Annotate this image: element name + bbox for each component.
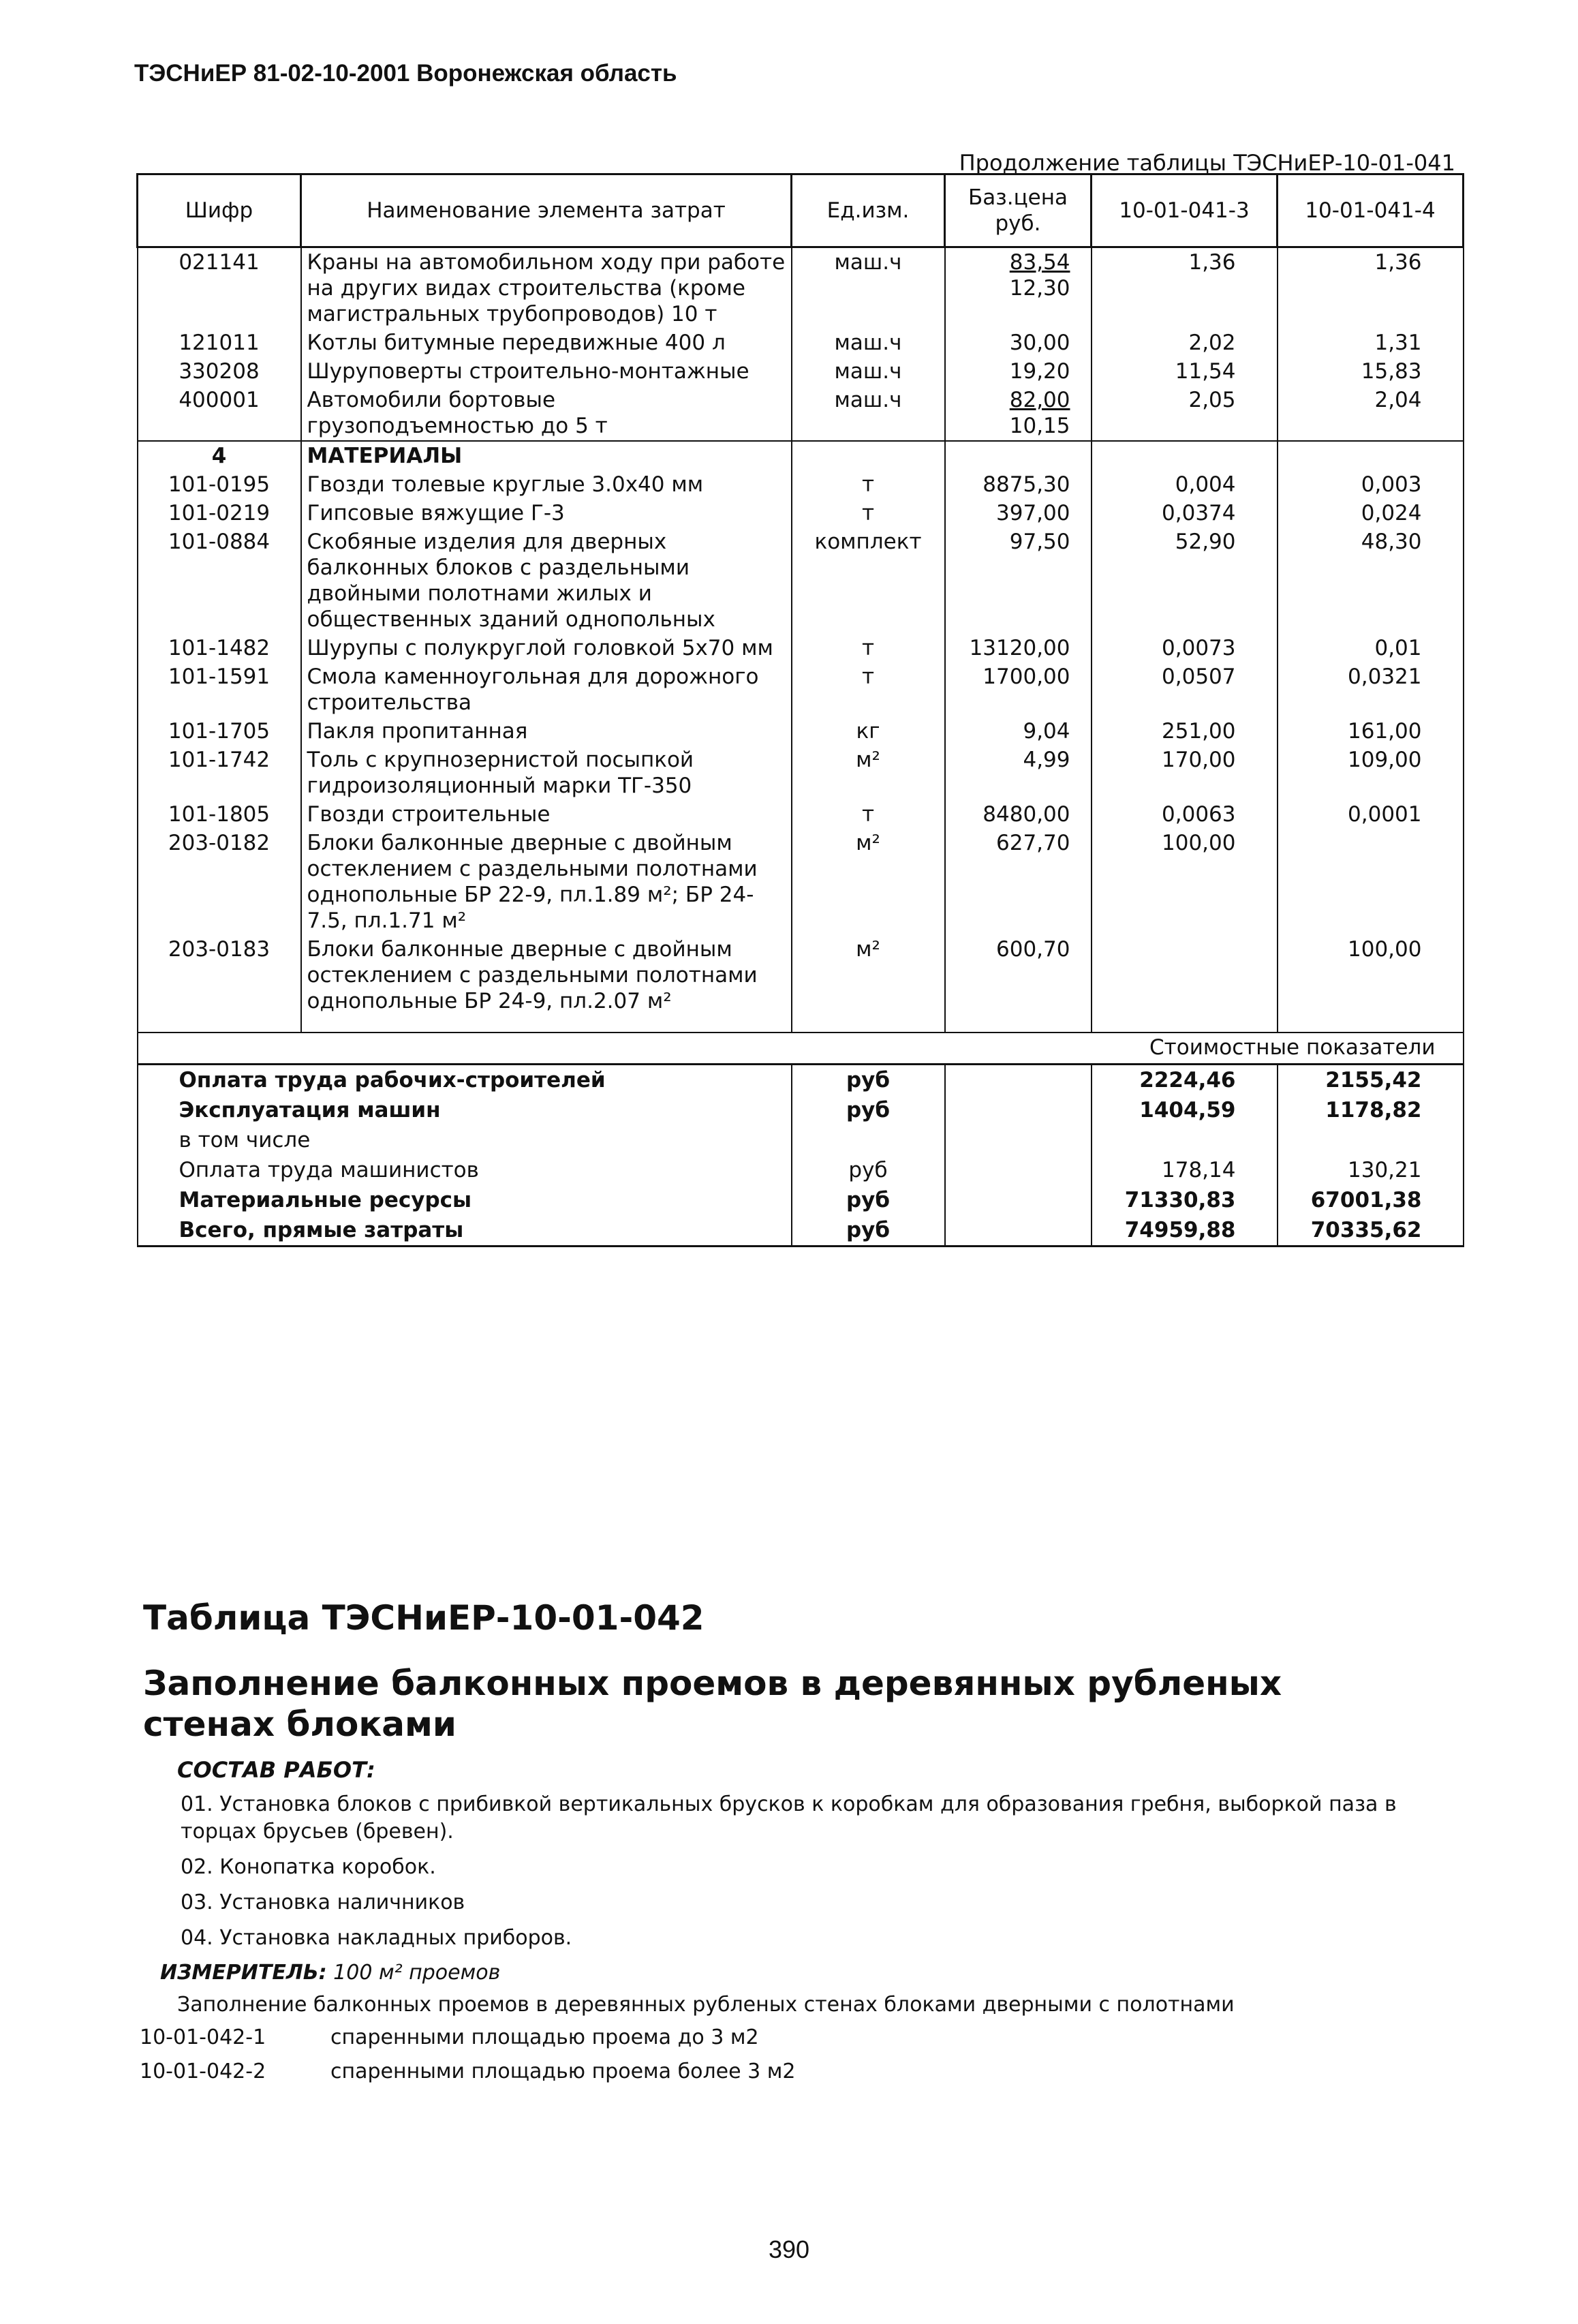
col-header-name: Наименование элемента затрат xyxy=(301,174,792,247)
cell-name: Толь с крупнозернистой посыпкой гидроизоляционный марки ТГ-350 xyxy=(301,746,792,800)
table-row xyxy=(138,829,1464,935)
meter-line xyxy=(160,1961,500,1985)
summary-row xyxy=(138,1125,1464,1155)
meter-value: 100 м² проемов xyxy=(333,1961,501,1985)
empty-cell xyxy=(945,1155,1092,1185)
summary-label: Оплата труда машинистов xyxy=(138,1155,792,1185)
summary-label: Оплата труда рабочих-строителей xyxy=(138,1065,792,1096)
variant-item xyxy=(140,2025,759,2049)
cell-unit: маш.ч xyxy=(792,247,945,329)
table-row xyxy=(138,386,1464,441)
composition-label: СОСТАВ РАБОТ: xyxy=(177,1757,375,1783)
cell-price xyxy=(945,357,1092,386)
cell-variant-4: 48,30 xyxy=(1278,528,1464,634)
summary-label: в том числе xyxy=(138,1125,792,1155)
cell-unit: м² xyxy=(792,746,945,800)
cell-price: 627,70 xyxy=(945,829,1092,935)
cell-variant-3: 2,02 xyxy=(1092,328,1278,357)
work-step: 03. Установка наличников xyxy=(181,1891,465,1914)
cell-unit: м² xyxy=(792,829,945,935)
page-number: 390 xyxy=(768,2235,810,2263)
cell-variant-4: 161,00 xyxy=(1278,717,1464,746)
cell-variant-4 xyxy=(1278,829,1464,935)
col-header-unit: Ед.изм. xyxy=(792,174,945,247)
cell-unit: кг xyxy=(792,717,945,746)
summary-variant-3: 1404,59 xyxy=(1092,1095,1278,1125)
cell-unit: маш.ч xyxy=(792,328,945,357)
work-steps-list xyxy=(181,1791,1461,1960)
table-row xyxy=(138,717,1464,746)
variant-item xyxy=(140,2060,795,2083)
table-row xyxy=(138,662,1464,717)
cell-name: Гипсовые вяжущие Г-3 xyxy=(301,499,792,528)
table-row xyxy=(138,528,1464,634)
cell-code: 101-1742 xyxy=(138,746,301,800)
cell-name: Гвозди строительные xyxy=(301,800,792,829)
cell-unit: т xyxy=(792,499,945,528)
cell-variant-4: 15,83 xyxy=(1278,357,1464,386)
cell-code: 101-0219 xyxy=(138,499,301,528)
cell-name: Краны на автомобильном ходу при работе на других видах строительства (кроме магистральных трубопроводов) 10 т xyxy=(301,247,792,329)
cell-variant-3: 0,0063 xyxy=(1092,800,1278,829)
cell-variant-3: 52,90 xyxy=(1092,528,1278,634)
cell-variant-4: 1,31 xyxy=(1278,328,1464,357)
summary-unit: руб xyxy=(792,1065,945,1096)
materials-body xyxy=(138,441,1464,1033)
cell-price: 9,04 xyxy=(945,717,1092,746)
cell-price xyxy=(945,386,1092,441)
summary-variant-3: 178,14 xyxy=(1092,1155,1278,1185)
cell-price xyxy=(945,247,1092,329)
empty-cell xyxy=(945,1065,1092,1096)
cell-code: 203-0183 xyxy=(138,935,301,1015)
cell-name: Автомобили бортовые грузоподъемностью до 5 т xyxy=(301,386,792,441)
variant-text: спаренными площадью проема до 3 м2 xyxy=(330,2025,759,2049)
summary-variant-4: 70335,62 xyxy=(1278,1215,1464,1247)
empty-cell xyxy=(792,1015,945,1033)
cell-unit: т xyxy=(792,800,945,829)
cell-code: 400001 xyxy=(138,386,301,441)
price-value: 30,00 xyxy=(1009,331,1070,355)
col-header-variant-3: 10-01-041-3 xyxy=(1092,174,1278,247)
summary-label: Всего, прямые затраты xyxy=(138,1215,792,1247)
cell-name: Блоки балконные дверные с двойным остеклением с раздельными полотнами однопольные БР 24-9, пл.2.07 м² xyxy=(301,935,792,1015)
empty-cell xyxy=(945,1015,1092,1033)
cell-variant-3: 251,00 xyxy=(1092,717,1278,746)
cell-code: 101-1805 xyxy=(138,800,301,829)
table-row xyxy=(138,357,1464,386)
cell-variant-4: 0,0321 xyxy=(1278,662,1464,717)
cell-price: 8875,30 xyxy=(945,470,1092,499)
document-header: ТЭСНиЕР 81-02-10-2001 Воронежская область xyxy=(134,60,677,87)
summary-row xyxy=(138,1095,1464,1125)
table-row xyxy=(138,935,1464,1015)
empty-cell xyxy=(1278,441,1464,470)
cell-unit: м² xyxy=(792,935,945,1015)
cell-name: Гвозди толевые круглые 3.0x40 мм xyxy=(301,470,792,499)
fill-description: Заполнение балконных проемов в деревянных рубленых стенах блоками дверными с полотнами xyxy=(177,1993,1235,2017)
variant-code: 10-01-042-1 xyxy=(140,2025,266,2049)
cost-table xyxy=(136,173,1464,1247)
summary-variant-4: 67001,38 xyxy=(1278,1185,1464,1215)
cell-price: 97,50 xyxy=(945,528,1092,634)
cell-price: 13120,00 xyxy=(945,634,1092,662)
empty-cell xyxy=(1092,441,1278,470)
summary-row xyxy=(138,1155,1464,1185)
cell-variant-3 xyxy=(1092,935,1278,1015)
summary-unit: руб xyxy=(792,1215,945,1247)
summary-unit: руб xyxy=(792,1185,945,1215)
cell-variant-3: 0,0073 xyxy=(1092,634,1278,662)
cell-variant-4: 0,0001 xyxy=(1278,800,1464,829)
cell-unit: комплект xyxy=(792,528,945,634)
cell-name: Смола каменноугольная для дорожного строительства xyxy=(301,662,792,717)
empty-cell xyxy=(945,1125,1092,1155)
work-step: 04. Установка накладных приборов. xyxy=(181,1926,572,1950)
cell-code: 121011 xyxy=(138,328,301,357)
work-step: 01. Установка блоков с прибивкой вертикальных брусков к коробкам для образования гребня, выборкой паза в торцах брусьев (бревен). xyxy=(181,1792,1397,1844)
work-step: 02. Конопатка коробок. xyxy=(181,1855,436,1879)
summary-row xyxy=(138,1065,1464,1096)
cell-variant-4: 1,36 xyxy=(1278,247,1464,329)
variant-text: спаренными площадью проема более 3 м2 xyxy=(330,2060,796,2083)
table-row xyxy=(138,247,1464,329)
cell-price: 600,70 xyxy=(945,935,1092,1015)
col-header-variant-4: 10-01-041-4 xyxy=(1278,174,1464,247)
cell-name: Шурупы с полукруглой головкой 5x70 мм xyxy=(301,634,792,662)
table-continuation-caption: Продолжение таблицы ТЭСНиЕР-10-01-041 xyxy=(959,150,1455,176)
empty-cell xyxy=(138,1015,301,1033)
cell-variant-3: 170,00 xyxy=(1092,746,1278,800)
empty-cell xyxy=(301,1015,792,1033)
cost-table-container xyxy=(136,173,1462,1247)
cell-price: 8480,00 xyxy=(945,800,1092,829)
cell-variant-4: 0,01 xyxy=(1278,634,1464,662)
empty-cell xyxy=(792,441,945,470)
cell-variant-4: 100,00 xyxy=(1278,935,1464,1015)
cell-name: Пакля пропитанная xyxy=(301,717,792,746)
empty-cell xyxy=(945,441,1092,470)
summary-unit: руб xyxy=(792,1155,945,1185)
summary-variant-4: 2155,42 xyxy=(1278,1065,1464,1096)
cell-code: 101-1591 xyxy=(138,662,301,717)
cell-unit: т xyxy=(792,470,945,499)
summary-body xyxy=(138,1033,1464,1247)
summary-variant-3: 2224,46 xyxy=(1092,1065,1278,1096)
materials-section-row xyxy=(138,441,1464,470)
spacer-row xyxy=(138,1015,1464,1033)
cell-unit: т xyxy=(792,662,945,717)
table-row xyxy=(138,328,1464,357)
cell-variant-4: 109,00 xyxy=(1278,746,1464,800)
empty-cell xyxy=(1278,1015,1464,1033)
summary-variant-4: 1178,82 xyxy=(1278,1095,1464,1125)
summary-variant-3 xyxy=(1092,1125,1278,1155)
table-row xyxy=(138,634,1464,662)
cell-variant-4: 2,04 xyxy=(1278,386,1464,441)
machines-body xyxy=(138,247,1464,442)
table-row xyxy=(138,470,1464,499)
cell-code: 203-0182 xyxy=(138,829,301,935)
summary-variant-3: 71330,83 xyxy=(1092,1185,1278,1215)
cell-name: Блоки балконные дверные с двойным остеклением с раздельными полотнами однопольные БР 22-9, пл.1.89 м²; БР 24-7.5, пл.1.71 м² xyxy=(301,829,792,935)
cell-code: 021141 xyxy=(138,247,301,329)
cell-price: 4,99 xyxy=(945,746,1092,800)
cell-name: Скобяные изделия для дверных балконных блоков с раздельными двойными полотнами жилых и общественных зданий однопольных xyxy=(301,528,792,634)
cell-variant-4: 0,003 xyxy=(1278,470,1464,499)
empty-cell xyxy=(945,1095,1092,1125)
summary-unit: руб xyxy=(792,1095,945,1125)
table-title: Таблица ТЭСНиЕР-10-01-042 xyxy=(143,1598,705,1638)
summary-variant-4: 130,21 xyxy=(1278,1155,1464,1185)
empty-cell xyxy=(945,1185,1092,1215)
variant-code: 10-01-042-2 xyxy=(140,2060,266,2083)
table-row xyxy=(138,800,1464,829)
summary-label: Эксплуатация машин xyxy=(138,1095,792,1125)
price-secondary-value: 12,30 xyxy=(1009,276,1070,301)
section-code: 4 xyxy=(138,441,301,470)
col-header-price: Баз.цена руб. xyxy=(945,174,1092,247)
summary-label: Материальные ресурсы xyxy=(138,1185,792,1215)
cell-variant-3: 0,004 xyxy=(1092,470,1278,499)
cell-name: Шуруповерты строительно-монтажные xyxy=(301,357,792,386)
summary-row xyxy=(138,1215,1464,1247)
table-row xyxy=(138,746,1464,800)
cell-price xyxy=(945,328,1092,357)
cell-variant-3: 100,00 xyxy=(1092,829,1278,935)
col-header-code: Шифр xyxy=(138,174,301,247)
cell-code: 330208 xyxy=(138,357,301,386)
cell-variant-3: 1,36 xyxy=(1092,247,1278,329)
cell-variant-3: 11,54 xyxy=(1092,357,1278,386)
cell-unit: маш.ч xyxy=(792,386,945,441)
summary-unit xyxy=(792,1125,945,1155)
cell-variant-4: 0,024 xyxy=(1278,499,1464,528)
empty-cell xyxy=(945,1215,1092,1247)
cell-unit: маш.ч xyxy=(792,357,945,386)
table-header-row xyxy=(138,174,1464,247)
summary-variant-3: 74959,88 xyxy=(1092,1215,1278,1247)
section-name: МАТЕРИАЛЫ xyxy=(301,441,792,470)
summary-header: Стоимостные показатели xyxy=(138,1033,1464,1065)
cell-variant-3: 0,0374 xyxy=(1092,499,1278,528)
cell-code: 101-1482 xyxy=(138,634,301,662)
summary-row xyxy=(138,1185,1464,1215)
cell-code: 101-0884 xyxy=(138,528,301,634)
meter-label: ИЗМЕРИТЕЛЬ: xyxy=(160,1961,327,1985)
cell-variant-3: 2,05 xyxy=(1092,386,1278,441)
price-value: 19,20 xyxy=(1009,359,1070,384)
cell-code: 101-0195 xyxy=(138,470,301,499)
cell-price: 397,00 xyxy=(945,499,1092,528)
summary-variant-4 xyxy=(1278,1125,1464,1155)
empty-cell xyxy=(1092,1015,1278,1033)
table-row xyxy=(138,499,1464,528)
cell-unit: т xyxy=(792,634,945,662)
cell-code: 101-1705 xyxy=(138,717,301,746)
section-title: Заполнение балконных проемов в деревянных рубленых стенах блоками xyxy=(143,1664,1282,1744)
price-value: 82,00 xyxy=(1009,388,1070,412)
price-secondary-value: 10,15 xyxy=(1009,414,1070,438)
summary-header-row xyxy=(138,1033,1464,1065)
cell-variant-3: 0,0507 xyxy=(1092,662,1278,717)
price-value: 83,54 xyxy=(1009,250,1070,275)
cell-price: 1700,00 xyxy=(945,662,1092,717)
cell-name: Котлы битумные передвижные 400 л xyxy=(301,328,792,357)
